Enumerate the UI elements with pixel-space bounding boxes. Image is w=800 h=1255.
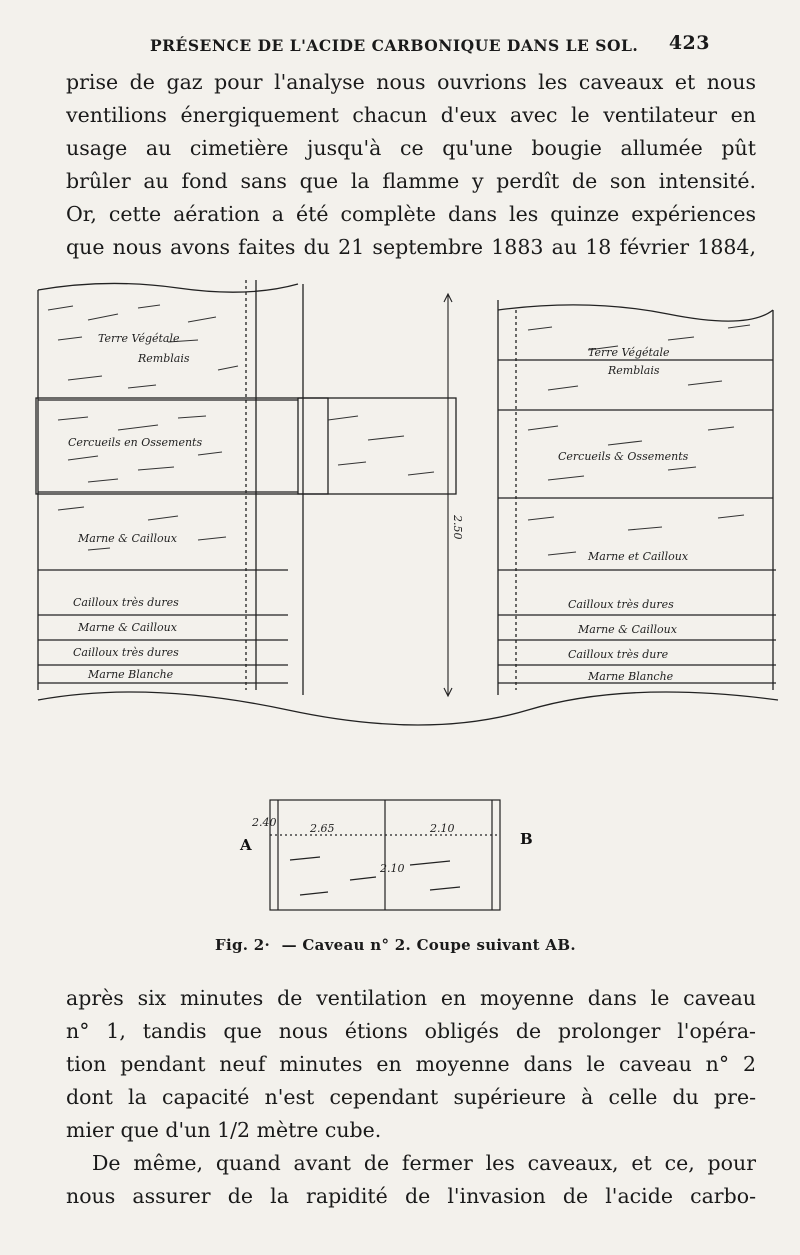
plan-label-a: A <box>240 836 252 854</box>
left-label: Cercueils en Ossements <box>68 436 203 449</box>
right-label: Cailloux très dures <box>568 598 674 611</box>
text-line: De même, quand avant de fermer les caveaux, et ce, pour <box>92 1151 756 1175</box>
soil-section-drawing <box>28 270 788 770</box>
plan-label-b: B <box>520 830 533 848</box>
left-label: Marne Blanche <box>88 668 174 681</box>
right-label: Marne & Cailloux <box>578 623 677 636</box>
text-line: dont la capacité n'est cependant supérieure à celle du pre- <box>66 1085 756 1109</box>
soil-section-figure <box>28 270 788 770</box>
plan-drawing <box>230 770 550 930</box>
text-line: nous assurer de la rapidité de l'invasion de l'acide carbo- <box>66 1184 756 1208</box>
text-line: que nous avons faites du 21 septembre 1883 au 18 février 1884, <box>66 235 756 259</box>
left-label: Marne & Cailloux <box>78 532 177 545</box>
text-line: Or, cette aération a été complète dans les quinze expériences <box>66 202 756 226</box>
depth-label: 2.50 <box>451 515 464 540</box>
plan-view <box>230 770 550 930</box>
left-label: Terre Végétale <box>98 332 180 345</box>
figure-caption <box>215 936 582 954</box>
paragraph-top <box>66 66 756 264</box>
text-line: brûler au fond sans que la flamme y perdît de son intensité. <box>66 169 756 193</box>
plan-dimension: 2.10 <box>380 862 405 875</box>
text-line: mier que d'un 1/2 mètre cube. <box>66 1118 382 1142</box>
text-line: usage au cimetière jusqu'à ce qu'une bougie allumée pût <box>66 136 756 160</box>
right-label: Cailloux très dure <box>568 648 669 661</box>
left-label: Marne & Cailloux <box>78 621 177 634</box>
paragraph-bottom <box>66 982 756 1213</box>
text-line: prise de gaz pour l'analyse nous ouvrions les caveaux et nous <box>66 70 756 94</box>
text-line: après six minutes de ventilation en moyenne dans le caveau <box>66 986 756 1010</box>
right-label: Marne et Cailloux <box>588 550 689 563</box>
plan-dimension: 2.10 <box>430 822 455 835</box>
running-title: PRÉSENCE DE L'ACIDE CARBONIQUE DANS LE SOL. <box>150 36 639 55</box>
left-label: Cailloux très dures <box>73 646 179 659</box>
text-line: tion pendant neuf minutes en moyenne dans le caveau n° 2 <box>66 1052 756 1076</box>
text-line: ventilions énergiquement chacun d'eux avec le ventilateur en <box>66 103 756 127</box>
left-label: Remblais <box>138 352 190 365</box>
figure-caption-text: — Caveau n° 2. Coupe suivant AB. <box>281 936 576 954</box>
right-label: Marne Blanche <box>588 670 674 683</box>
plan-dimension: 2.40 <box>252 816 277 829</box>
text-line: n° 1, tandis que nous étions obligés de prolonger l'opéra- <box>66 1019 756 1043</box>
right-label: Terre Végétale <box>588 346 670 359</box>
plan-dimension: 2.65 <box>310 822 335 835</box>
left-label: Cailloux très dures <box>73 596 179 609</box>
figure-number: Fig. 2· <box>215 936 271 954</box>
right-label: Cercueils & Ossements <box>558 450 689 463</box>
depth-dimension <box>444 294 452 696</box>
page-number: 423 <box>668 32 710 54</box>
right-label: Remblais <box>608 364 660 377</box>
